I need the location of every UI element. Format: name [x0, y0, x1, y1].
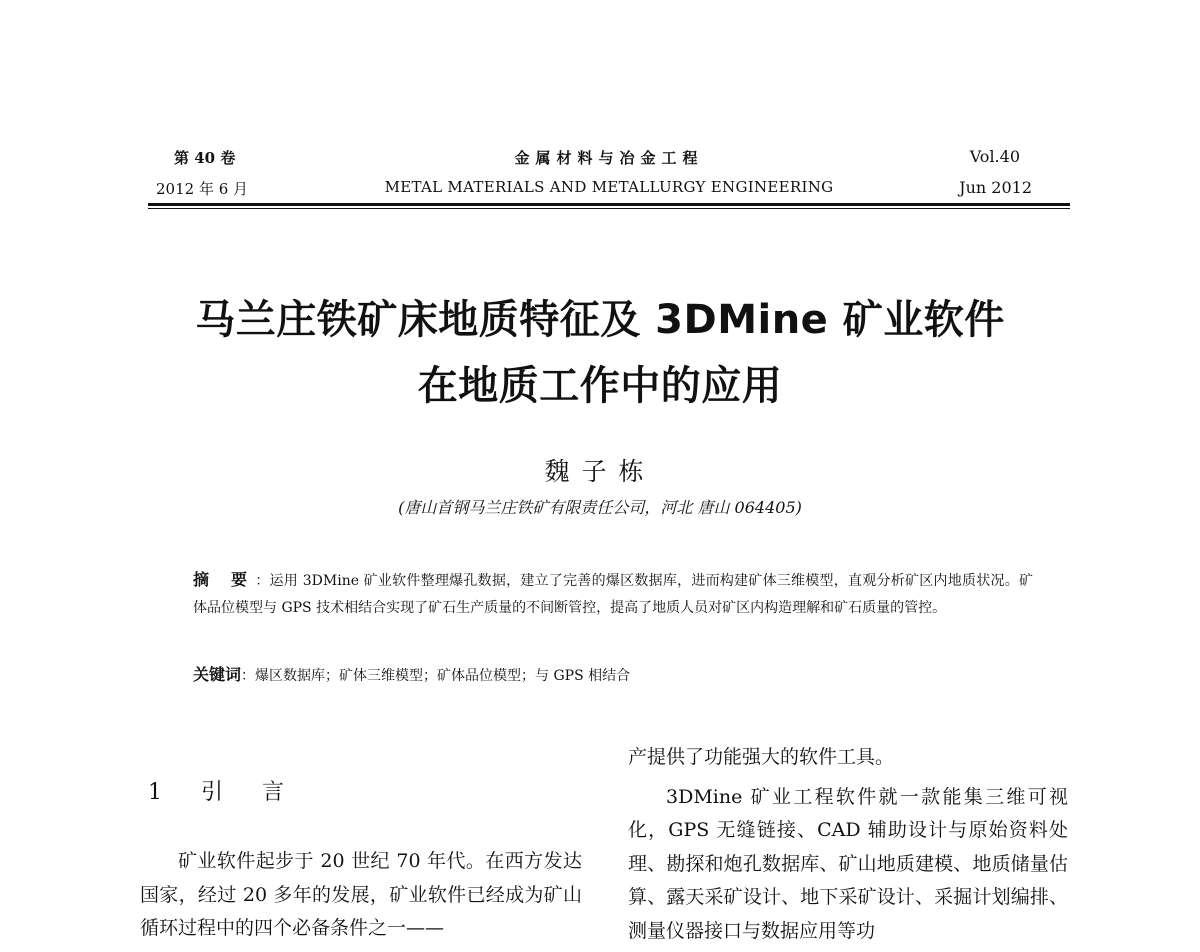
left-paragraph: 矿业软件起步于 20 世纪 70 年代。在西方发达国家，经过 20 多年的发展，矿业软件已经成为矿山循环过程中的四个必备条件之一—— — [140, 850, 582, 939]
header-rule-thin — [148, 208, 1070, 209]
header-vol-en: Vol.40 — [969, 147, 1020, 166]
abstract-text: ：运用 3DMine 矿业软件整理爆孔数据，建立了完善的爆区数据库，进而构建矿体三维模型，直观分析矿区内地质状况。矿体品位模型与 GPS 技术相结合实现了矿石生产质量的不间断管控，提高了地质人员对矿区内构造理解和矿石质量的管控。 — [193, 573, 1033, 616]
journal-header — [148, 145, 1070, 205]
left-column — [140, 845, 582, 946]
header-volume: 第 40 卷 — [174, 149, 236, 167]
author-affiliation: (唐山首钢马兰庄铁矿有限责任公司，河北 唐山 064405) — [398, 498, 802, 517]
header-rule-thick — [148, 203, 1070, 206]
section-heading: 1 引 言 — [148, 780, 300, 805]
header-date-en: Jun 2012 — [959, 178, 1032, 197]
right-paragraph-continued: 产提供了功能强大的软件工具。 — [628, 746, 895, 768]
abstract-label: 摘 要 — [193, 570, 256, 589]
paper-title-line2: 在地质工作中的应用 — [417, 363, 783, 409]
keywords-label: 关键词 — [193, 665, 242, 684]
header-date: 2012 年 6 月 — [156, 180, 249, 198]
abstract — [193, 566, 1033, 622]
author-name: 魏子栋 — [544, 457, 656, 486]
right-column — [628, 741, 1068, 948]
keywords-text: ：爆区数据库；矿体三维模型；矿体品位模型；与 GPS 相结合 — [241, 668, 631, 684]
paper-title-line1: 马兰庄铁矿床地质特征及 3DMine 矿业软件 — [195, 297, 1005, 343]
keywords — [193, 664, 1033, 687]
header-journal-cn: 金属材料与冶金工程 — [514, 149, 704, 167]
right-paragraph: 3DMine 矿业工程软件就一款能集三维可视化，GPS 无缝链接、CAD 辅助设计与原始资料处理、勘探和炮孔数据库、矿山地质建模、地质储量估算、露天采矿设计、地下采矿设计、采掘计划编排、测量仪器接口与数据应用等功 — [628, 785, 1068, 942]
header-journal-en: METAL MATERIALS AND METALLURGY ENGINEERING — [384, 178, 834, 196]
